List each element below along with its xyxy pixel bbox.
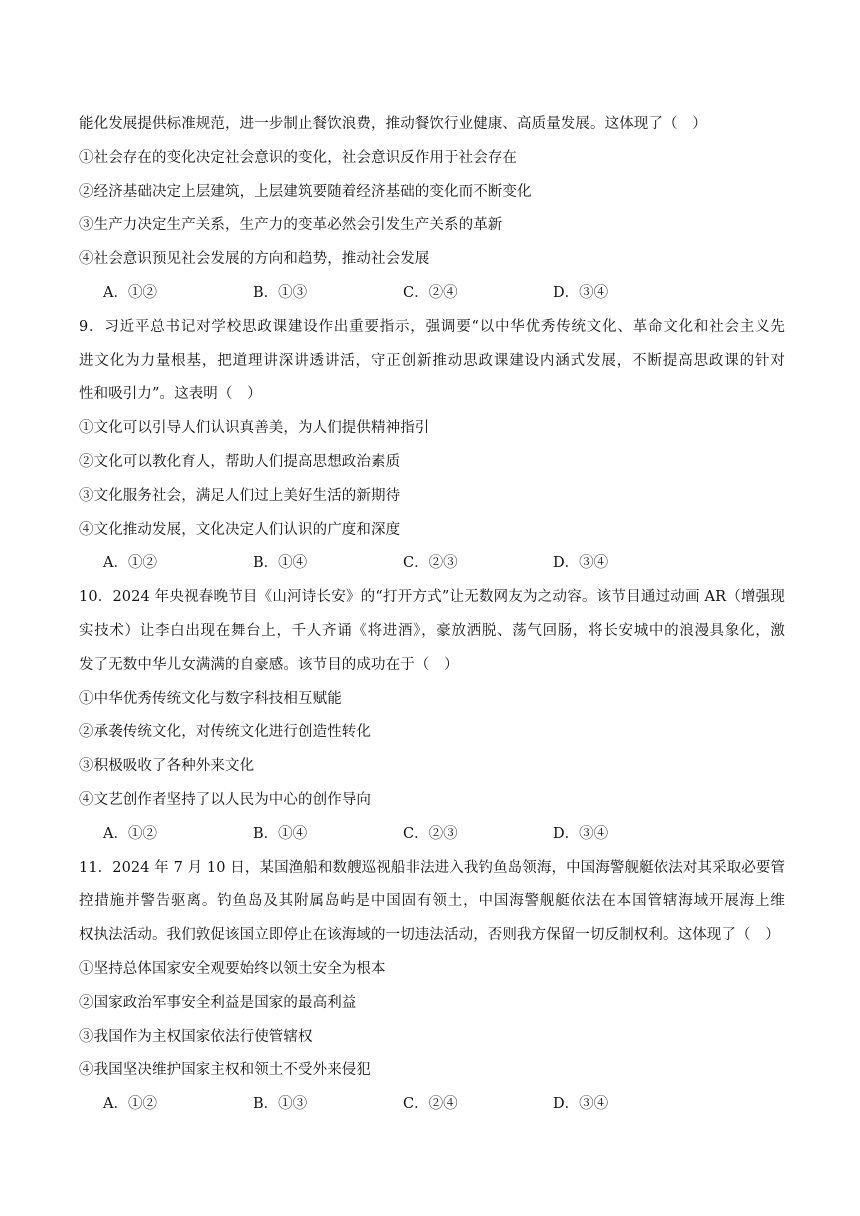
option-a: A．①② [103,825,157,842]
option-c: C．②④ [403,284,458,301]
statement-4: ④文化推动发展，文化决定人们认识的广度和深度 [79,521,401,538]
option-b: B．①④ [253,555,308,572]
statement-4: ④文艺创作者坚持了以人民为中心的创作导向 [79,791,371,808]
question-stem-line: 权执法活动。我们敦促该国立即停止在该海域的一切违法活动，否则我方保留一切反制权利。这体现了（ ） [79,927,780,944]
option-b: B．①④ [253,825,308,842]
option-d: D．③④ [553,555,609,572]
statement-3: ③积极吸收了各种外来文化 [79,758,255,775]
statement-4: ④我国坚决维护国家主权和领土不受外来侵犯 [79,1062,371,1079]
question-stem-line: 10．2024 年央视春晚节目《山河诗长安》的“打开方式”让无数网友为之动容。该节目通过动画 AR（增强现 [79,589,785,606]
answer-options [79,1088,785,1122]
option-c: C．②③ [403,555,458,572]
statement-2: ②文化可以教化育人，帮助人们提高思想政治素质 [79,453,401,470]
statement-4: ④社会意识预见社会发展的方向和趋势，推动社会发展 [79,251,430,268]
statement-1: ①中华优秀传统文化与数字科技相互赋能 [79,690,342,707]
statement-3: ③文化服务社会，满足人们过上美好生活的新期待 [79,487,401,504]
option-b: B．①③ [253,284,308,301]
option-c: C．②③ [403,825,458,842]
question-stem-line: 发了无数中华儿女满满的自豪感。该节目的成功在于（ ） [79,656,459,673]
question-9 [79,311,785,581]
option-d: D．③④ [553,284,609,301]
question-stem-line: 11．2024 年 7 月 10 日，某国渔船和数艘巡视船非法进入我钓鱼岛领海，中国海警舰艇依法对其采取必要管 [79,859,786,876]
statement-2: ②经济基础决定上层建筑，上层建筑要随着经济基础的变化而不断变化 [79,183,532,200]
question-stem-line: 能化发展提供标准规范，进一步制止餐饮浪费，推动餐饮行业健康、高质量发展。这体现了（ ） [79,116,707,132]
statement-3: ③生产力决定生产关系，生产力的变革必然会引发生产关系的革新 [79,217,503,234]
statement-2: ②国家政治军事安全利益是国家的最高利益 [79,994,357,1011]
answer-options [79,547,785,581]
question-stem-line: 性和吸引力”。这表明（ ） [79,386,262,403]
question-10 [79,581,785,851]
answer-options [79,818,785,852]
exam-content [79,108,785,1122]
statement-1: ①社会存在的变化决定社会意识的变化，社会意识反作用于社会存在 [79,149,517,166]
statement-1: ①坚持总体国家安全观要始终以领土安全为根本 [79,960,386,977]
option-d: D．③④ [553,1096,609,1113]
option-b: B．①③ [253,1096,308,1113]
option-c: C．②④ [403,1096,458,1113]
question-stem-line: 进文化为力量根基，把道理讲深讲透讲活，守正创新推动思政课建设内涵式发展，不断提高思政课的针对 [79,352,785,369]
statement-2: ②承袭传统文化，对传统文化进行创造性转化 [79,724,371,741]
option-d: D．③④ [553,825,609,842]
question-stem-line: 实技术）让李白出现在舞台上，千人齐诵《将进酒》，豪放洒脱、荡气回肠，将长安城中的浪漫具象化，激 [79,622,785,639]
statement-3: ③我国作为主权国家依法行使管辖权 [79,1028,313,1045]
question-stem-line: 控措施并警告驱离。钓鱼岛及其附属岛屿是中国固有领土，中国海警舰艇依法在本国管辖海域开展海上维 [79,893,785,910]
option-a: A．①② [103,555,157,572]
option-a: A．①② [103,1096,157,1113]
statement-1: ①文化可以引导人们认识真善美，为人们提供精神指引 [79,420,430,437]
option-a: A．①② [103,284,157,301]
answer-options [79,277,785,311]
question-8 [79,108,785,311]
question-11 [79,852,785,1122]
question-stem-line: 9．习近平总书记对学校思政课建设作出重要指示，强调要“以中华优秀传统文化、革命文化和社会主义先 [79,318,785,335]
